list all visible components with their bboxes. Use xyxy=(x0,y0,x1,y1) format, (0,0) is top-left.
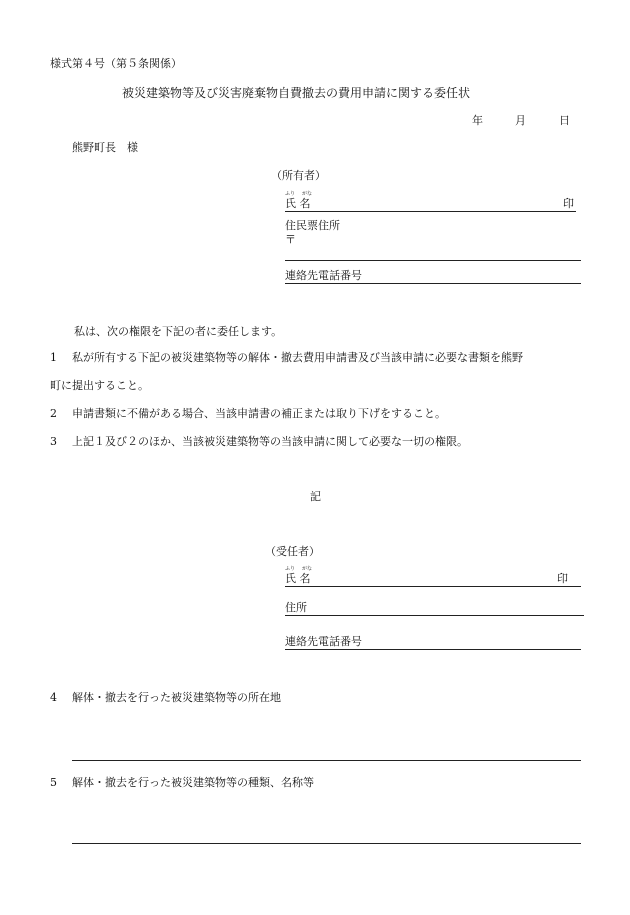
item-text: 申請書類に不備がある場合、当該申請書の補正または取り下げをすること。 xyxy=(72,407,446,420)
delegation-statement: 私は、次の権限を下記の者に委任します。 xyxy=(74,325,283,338)
location-line xyxy=(72,760,581,761)
type-name-number: 5 xyxy=(50,776,57,789)
agent-seal: 印 xyxy=(557,572,568,585)
form-number: 様式第４号（第５条関係） xyxy=(50,57,182,70)
owner-address-label: 住民票住所 xyxy=(285,219,340,232)
owner-furigana-shi: ふり xyxy=(285,191,296,197)
owner-phone-line xyxy=(285,283,581,284)
addressee: 熊野町長 様 xyxy=(72,141,138,154)
location-number: 4 xyxy=(50,691,57,704)
item-number: 3 xyxy=(50,435,57,448)
owner-phone-label: 連絡先電話番号 xyxy=(285,269,362,282)
item-number: 1 xyxy=(50,351,57,364)
date-month-label: 月 xyxy=(515,114,526,127)
item-text: 上記１及び２のほか、当該被災建築物等の当該申請に関して必要な一切の権限。 xyxy=(72,435,468,448)
item-text-continued: 町に提出すること。 xyxy=(50,379,149,392)
agent-name-line xyxy=(285,586,581,587)
document-title: 被災建築物等及び災害廃棄物自費撤去の費用申請に関する委任状 xyxy=(122,86,471,100)
agent-address-line xyxy=(285,615,584,616)
agent-phone-label: 連絡先電話番号 xyxy=(285,635,362,648)
owner-heading: （所有者） xyxy=(271,169,326,182)
owner-furigana-mei: がな xyxy=(302,191,313,197)
agent-phone-line xyxy=(285,649,581,650)
agent-furigana-mei: がな xyxy=(302,566,313,572)
date-day-label: 日 xyxy=(559,114,570,127)
item-text: 私が所有する下記の被災建築物等の解体・撤去費用申請書及び当該申請に必要な書類を熊野 xyxy=(72,351,523,364)
item-number: 2 xyxy=(50,407,57,420)
type-name-line xyxy=(72,843,581,844)
owner-postal-mark: 〒 xyxy=(285,233,296,246)
type-name-label: 解体・撤去を行った被災建築物等の種類、名称等 xyxy=(72,776,314,789)
agent-heading: （受任者） xyxy=(265,545,320,558)
owner-address-line xyxy=(285,260,581,261)
date-year-label: 年 xyxy=(472,114,483,127)
location-label: 解体・撤去を行った被災建築物等の所在地 xyxy=(72,691,281,704)
agent-address-label: 住所 xyxy=(285,601,307,614)
agent-furigana-shi: ふり xyxy=(285,566,296,572)
ki-heading: 記 xyxy=(310,490,321,503)
owner-seal: 印 xyxy=(563,197,574,210)
owner-name-line xyxy=(285,211,576,212)
owner-name-label: 氏 名 xyxy=(285,197,311,210)
agent-name-label: 氏 名 xyxy=(285,572,311,585)
